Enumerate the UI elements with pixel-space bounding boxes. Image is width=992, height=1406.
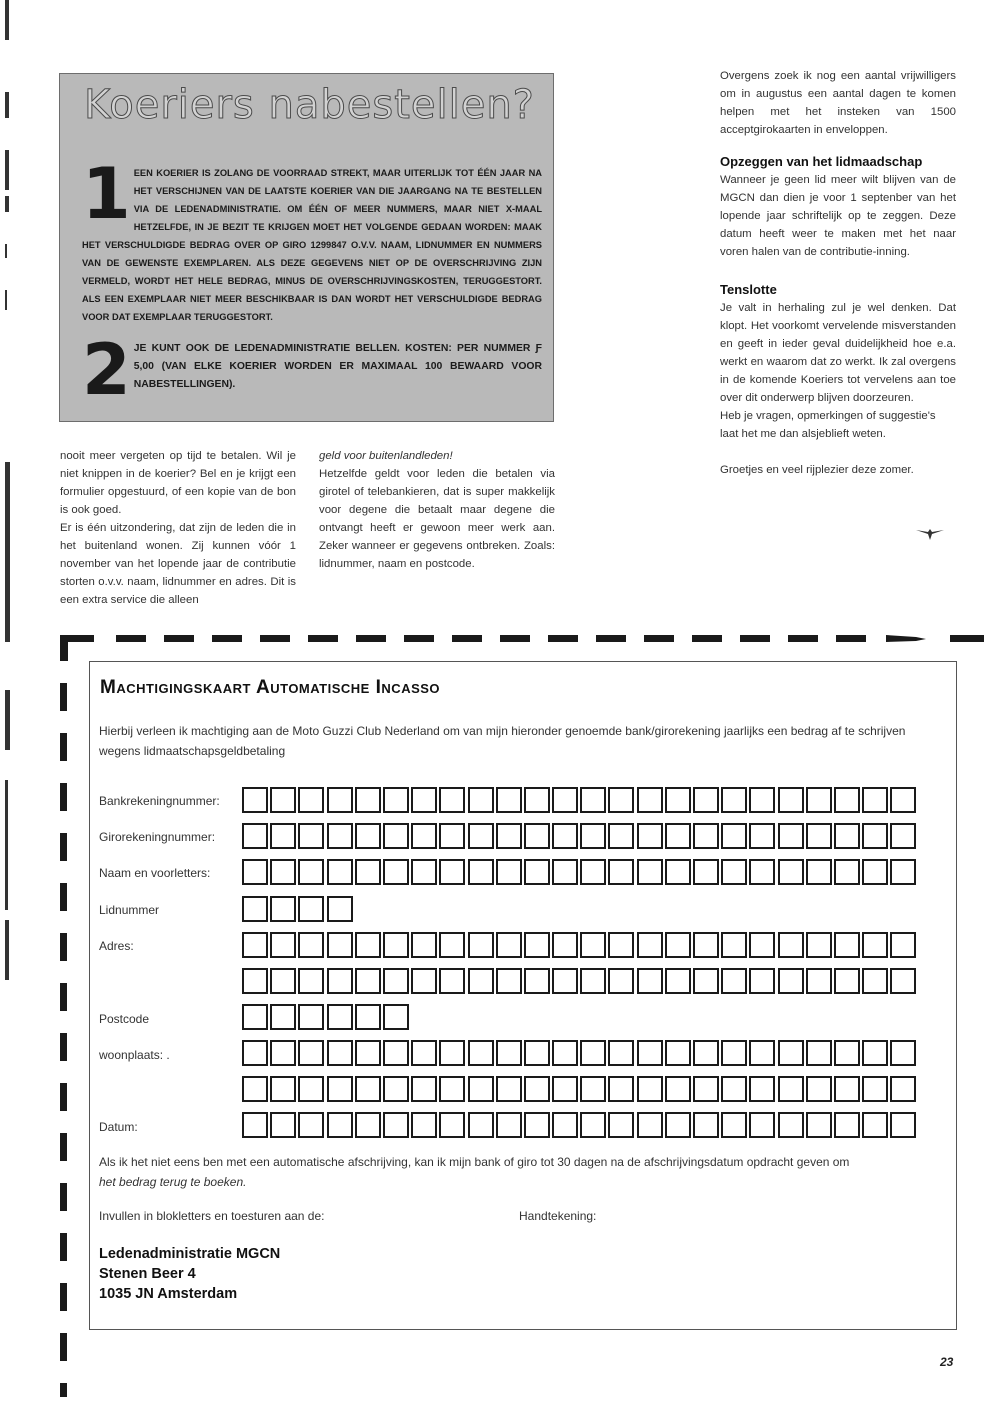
signature-label: Handtekening: [519, 1209, 597, 1223]
notice-item-1 [82, 153, 542, 326]
paragraph: Overgens zoek ik nog een aantal vrijwilligers om in augustus een aantal dagen te komen helpen met het insteken van 1500 acceptgirokaarten in enveloppen. [720, 70, 956, 136]
character-box[interactable] [242, 1040, 268, 1066]
character-box[interactable] [749, 1076, 775, 1102]
character-box[interactable] [862, 968, 888, 994]
character-box[interactable] [834, 1076, 860, 1102]
character-box[interactable] [439, 968, 465, 994]
character-box[interactable] [270, 1076, 296, 1102]
character-box[interactable] [693, 787, 719, 813]
character-box[interactable] [890, 823, 916, 849]
character-box[interactable] [862, 823, 888, 849]
character-box[interactable] [242, 1076, 268, 1102]
character-box[interactable] [749, 968, 775, 994]
item-number-1: 1 [82, 153, 131, 235]
heading-tenslotte: Tenslotte [720, 282, 777, 297]
member-number-field[interactable] [242, 896, 355, 922]
character-box[interactable] [580, 932, 606, 958]
character-box[interactable] [496, 1040, 522, 1066]
character-box[interactable] [496, 968, 522, 994]
character-box[interactable] [806, 968, 832, 994]
address-line-1: Ledenadministratie MGCN [99, 1246, 281, 1262]
character-box[interactable] [665, 932, 691, 958]
character-box[interactable] [298, 896, 324, 922]
character-box[interactable] [721, 823, 747, 849]
character-box[interactable] [242, 968, 268, 994]
note-text: Als ik het niet eens ben met een automatische afschrijving, kan ik mijn bank of giro tot 30 dagen na de afschrijvingsdatum opdracht geven om [99, 1155, 850, 1169]
character-box[interactable] [580, 823, 606, 849]
character-box[interactable] [637, 1112, 663, 1138]
page-number: 23 [940, 1355, 954, 1369]
character-box[interactable] [806, 787, 832, 813]
character-box[interactable] [298, 1112, 324, 1138]
character-box[interactable] [439, 859, 465, 885]
character-box[interactable] [608, 787, 634, 813]
character-box[interactable] [834, 932, 860, 958]
character-box[interactable] [665, 1076, 691, 1102]
character-box[interactable] [242, 896, 268, 922]
form-note [99, 1152, 949, 1192]
character-box[interactable] [298, 1004, 324, 1030]
paragraph: Heb je vragen, opmerkingen of suggestie's laat het me dan alsjeblieft weten. [720, 410, 936, 440]
character-box[interactable] [778, 932, 804, 958]
character-box[interactable] [327, 1076, 353, 1102]
character-box[interactable] [890, 1112, 916, 1138]
character-box[interactable] [411, 1040, 437, 1066]
character-box[interactable] [270, 787, 296, 813]
character-box[interactable] [496, 859, 522, 885]
character-box[interactable] [721, 1112, 747, 1138]
send-instruction: Invullen in blokletters en toesturen aan de: [99, 1209, 325, 1223]
eagle-logo-icon [914, 528, 946, 542]
character-box[interactable] [834, 1040, 860, 1066]
character-box[interactable] [270, 896, 296, 922]
character-box[interactable] [608, 1112, 634, 1138]
character-box[interactable] [749, 1112, 775, 1138]
address-field-line-1[interactable] [242, 932, 919, 958]
article-column-3 [720, 67, 956, 479]
character-box[interactable] [298, 823, 324, 849]
character-box[interactable] [439, 1112, 465, 1138]
character-box[interactable] [637, 823, 663, 849]
character-box[interactable] [834, 1112, 860, 1138]
character-box[interactable] [270, 1112, 296, 1138]
character-box[interactable] [327, 1112, 353, 1138]
character-box[interactable] [580, 859, 606, 885]
character-box[interactable] [355, 823, 381, 849]
character-box[interactable] [721, 1040, 747, 1066]
character-box[interactable] [693, 823, 719, 849]
character-box[interactable] [862, 1040, 888, 1066]
label-postcode: Postcode [99, 1012, 150, 1026]
character-box[interactable] [298, 859, 324, 885]
name-field[interactable] [242, 859, 919, 885]
character-box[interactable] [693, 1040, 719, 1066]
character-box[interactable] [468, 932, 494, 958]
character-box[interactable] [637, 1076, 663, 1102]
character-box[interactable] [721, 932, 747, 958]
character-box[interactable] [270, 823, 296, 849]
character-box[interactable] [834, 823, 860, 849]
character-box[interactable] [496, 823, 522, 849]
notice-item-2 [82, 329, 542, 411]
character-box[interactable] [580, 1076, 606, 1102]
character-box[interactable] [242, 859, 268, 885]
character-box[interactable] [890, 968, 916, 994]
paragraph-italic: geld voor buitenlandleden! [319, 450, 453, 462]
item-text-1: EEN KOERIER IS ZOLANG DE VOORRAAD STREKT, MAAR UITERLIJK TOT ÉÉN JAAR NA HET VERSCHIJNEN VAN DE LAATSTE KOERIER VAN DIE JAARGANG NA TE BESTELLEN VIA DE LEDENADMINISTRATIE. OM ÉÉN OF MEER NUMMERS, MAAR NIET X-MAAL HETZELFDE, IN JE BEZIT TE KRIJGEN MOET HET VOLGENDE GEDAAN WORDEN: MAAK HET VERSCHULDIGDE BEDRAG OVER OP GIRO 1299847 O.V.V. NAAM, LIDNUMMER EN NUMMERS VAN DE GEWENSTE EXEMPLAREN. ALS DEZE GEGEVENS NIET OP DE OVERSCHRIJVING ZIJN VERMELD, WORDT HET HELE BEDRAG, MINUS DE OVERSCHRIJVINGSKOSTEN, TERUGGESTORT. ALS EEN EXEMPLAAR NIET MEER BESCHIKBAAR IS DAN WORDT HET VERSCHULDIGDE BEDRAG VOOR DAT EXEMPLAAR TERUGGESTORT. [82, 168, 542, 322]
character-box[interactable] [665, 968, 691, 994]
character-box[interactable] [608, 1040, 634, 1066]
greeting: Groetjes en veel rijplezier deze zomer. [720, 464, 914, 476]
paragraph: Wanneer je geen lid meer wilt blijven van de MGCN dan dien je voor 1 septenber van het lopende jaar schriftelijk op te zeggen. Deze datum heeft weer te maken met het naar voren halen van de contributie-inning. [720, 174, 956, 258]
paragraph: Er is één uitzondering, dat zijn de leden die in het buitenland wonen. Zij kunnen vóór 1 november van het lopende jaar de contributie storten o.v.v. naam, lidnummer en adres. Dit is een extra service die alleen [60, 522, 296, 606]
character-box[interactable] [242, 823, 268, 849]
character-box[interactable] [721, 1076, 747, 1102]
character-box[interactable] [693, 968, 719, 994]
character-box[interactable] [439, 1076, 465, 1102]
character-box[interactable] [806, 932, 832, 958]
character-box[interactable] [552, 787, 578, 813]
item-text-2: JE KUNT OOK DE LEDENADMINISTRATIE BELLEN. KOSTEN: PER NUMMER Ƒ 5,00 (VAN ELKE KOERIER WORDEN ER MAXIMAAL 100 BEWAARD VOOR NABESTELLINGEN). [133, 343, 542, 390]
character-box[interactable] [749, 823, 775, 849]
character-box[interactable] [637, 1040, 663, 1066]
character-box[interactable] [298, 932, 324, 958]
character-box[interactable] [411, 968, 437, 994]
character-box[interactable] [834, 968, 860, 994]
character-box[interactable] [665, 859, 691, 885]
character-box[interactable] [355, 1076, 381, 1102]
character-box[interactable] [552, 1112, 578, 1138]
character-box[interactable] [411, 859, 437, 885]
character-box[interactable] [778, 823, 804, 849]
character-box[interactable] [468, 1112, 494, 1138]
character-box[interactable] [580, 968, 606, 994]
character-box[interactable] [270, 1040, 296, 1066]
paragraph: Je valt in herhaling zul je wel denken. Dat klopt. Het voorkomt vervelende misverstanden en geeft in ieder geval duidelijkheid hoe e.a. werkt en waarom dat zo werkt. Ik zal overgens in de komende Koeriers tot vervelens aan toe over dit onderwerp blijven doorzeuren. [720, 302, 956, 404]
character-box[interactable] [778, 787, 804, 813]
character-box[interactable] [721, 968, 747, 994]
character-box[interactable] [383, 968, 409, 994]
character-box[interactable] [327, 1004, 353, 1030]
address-line-3: 1035 JN Amsterdam [99, 1286, 238, 1302]
character-box[interactable] [693, 1076, 719, 1102]
character-box[interactable] [468, 1076, 494, 1102]
character-box[interactable] [608, 1076, 634, 1102]
character-box[interactable] [355, 787, 381, 813]
character-box[interactable] [693, 1112, 719, 1138]
character-box[interactable] [439, 1040, 465, 1066]
character-box[interactable] [242, 1004, 268, 1030]
character-box[interactable] [806, 859, 832, 885]
character-box[interactable] [834, 859, 860, 885]
character-box[interactable] [862, 1076, 888, 1102]
character-box[interactable] [580, 787, 606, 813]
character-box[interactable] [468, 1040, 494, 1066]
character-box[interactable] [355, 968, 381, 994]
character-box[interactable] [693, 932, 719, 958]
character-box[interactable] [890, 932, 916, 958]
character-box[interactable] [468, 787, 494, 813]
character-box[interactable] [327, 968, 353, 994]
address-line-2: Stenen Beer 4 [99, 1266, 196, 1282]
bank-account-field[interactable] [242, 787, 919, 813]
character-box[interactable] [298, 1040, 324, 1066]
scan-edge-marks [0, 0, 14, 1406]
character-box[interactable] [270, 859, 296, 885]
label-address: Adres: [99, 939, 134, 953]
reorder-notice-box [59, 73, 554, 422]
character-box[interactable] [665, 823, 691, 849]
character-box[interactable] [411, 787, 437, 813]
character-box[interactable] [496, 1076, 522, 1102]
character-box[interactable] [411, 1076, 437, 1102]
character-box[interactable] [806, 1040, 832, 1066]
character-box[interactable] [468, 859, 494, 885]
character-box[interactable] [637, 859, 663, 885]
character-box[interactable] [637, 787, 663, 813]
character-box[interactable] [355, 1112, 381, 1138]
character-box[interactable] [552, 932, 578, 958]
character-box[interactable] [778, 968, 804, 994]
character-box[interactable] [552, 968, 578, 994]
character-box[interactable] [890, 1040, 916, 1066]
character-box[interactable] [411, 1112, 437, 1138]
character-box[interactable] [439, 932, 465, 958]
character-box[interactable] [270, 968, 296, 994]
character-box[interactable] [580, 1112, 606, 1138]
character-box[interactable] [608, 823, 634, 849]
paragraph: nooit meer vergeten op tijd te betalen. Wil je niet knippen in de koerier? Bel en je krijgt een formulier opgestuurd, of een kopie van de bon is ook goed. [60, 450, 296, 516]
character-box[interactable] [383, 1076, 409, 1102]
label-name: Naam en voorletters: [99, 866, 211, 880]
character-box[interactable] [327, 932, 353, 958]
character-box[interactable] [524, 968, 550, 994]
address-field-line-2[interactable] [242, 968, 919, 994]
character-box[interactable] [270, 1004, 296, 1030]
character-box[interactable] [806, 1076, 832, 1102]
character-box[interactable] [862, 932, 888, 958]
postcode-field[interactable] [242, 1004, 411, 1030]
character-box[interactable] [806, 1112, 832, 1138]
character-box[interactable] [383, 823, 409, 849]
cut-line-left-marks [60, 683, 68, 1403]
character-box[interactable] [524, 932, 550, 958]
character-box[interactable] [862, 859, 888, 885]
character-box[interactable] [721, 787, 747, 813]
character-box[interactable] [608, 859, 634, 885]
character-box[interactable] [242, 1112, 268, 1138]
character-box[interactable] [383, 787, 409, 813]
character-box[interactable] [298, 1076, 324, 1102]
character-box[interactable] [580, 1040, 606, 1066]
character-box[interactable] [721, 859, 747, 885]
character-box[interactable] [439, 823, 465, 849]
character-box[interactable] [242, 932, 268, 958]
character-box[interactable] [749, 1040, 775, 1066]
character-box[interactable] [665, 1112, 691, 1138]
character-box[interactable] [524, 823, 550, 849]
form-intro: Hierbij verleen ik machtiging aan de Moto Guzzi Club Nederland om van mijn hieronder genoemde bank/girorekening jaarlijks een bedrag af te schrijven wegens lidmaatschapsgeldbetaling [99, 724, 906, 758]
item-number-2: 2 [82, 329, 131, 411]
character-box[interactable] [468, 968, 494, 994]
label-bank: Bankrekeningnummer: [99, 794, 220, 808]
character-box[interactable] [552, 1076, 578, 1102]
notice-title: Koeriers nabestellen? [84, 82, 535, 128]
character-box[interactable] [327, 823, 353, 849]
note-text-italic: het bedrag terug te boeken. [99, 1175, 247, 1189]
character-box[interactable] [637, 932, 663, 958]
label-city: woonplaats: . [99, 1048, 170, 1062]
character-box[interactable] [355, 1040, 381, 1066]
character-box[interactable] [749, 787, 775, 813]
character-box[interactable] [411, 932, 437, 958]
character-box[interactable] [862, 1112, 888, 1138]
character-box[interactable] [496, 932, 522, 958]
article-column-1 [60, 447, 296, 609]
character-box[interactable] [834, 787, 860, 813]
character-box[interactable] [552, 1040, 578, 1066]
character-box[interactable] [411, 823, 437, 849]
character-box[interactable] [524, 1040, 550, 1066]
character-box[interactable] [749, 932, 775, 958]
character-box[interactable] [383, 932, 409, 958]
city-field-line-2[interactable] [242, 1076, 919, 1102]
character-box[interactable] [778, 1076, 804, 1102]
character-box[interactable] [496, 1112, 522, 1138]
character-box[interactable] [383, 1040, 409, 1066]
character-box[interactable] [862, 787, 888, 813]
character-box[interactable] [355, 1004, 381, 1030]
character-box[interactable] [327, 1040, 353, 1066]
character-box[interactable] [778, 1040, 804, 1066]
character-box[interactable] [665, 787, 691, 813]
character-box[interactable] [608, 932, 634, 958]
character-box[interactable] [327, 896, 353, 922]
character-box[interactable] [270, 932, 296, 958]
character-box[interactable] [778, 1112, 804, 1138]
label-date: Datum: [99, 1120, 138, 1134]
city-field-line-1[interactable] [242, 1040, 919, 1066]
character-box[interactable] [890, 859, 916, 885]
character-box[interactable] [298, 968, 324, 994]
character-box[interactable] [383, 1004, 409, 1030]
character-box[interactable] [665, 1040, 691, 1066]
label-giro: Girorekeningnummer: [99, 830, 216, 844]
character-box[interactable] [552, 859, 578, 885]
paragraph: Hetzelfde geldt voor leden die betalen via girotel of telebankieren, dat is super makkelijk voor degene die betaalt maar degene die ontvangt heeft er gewoon meer werk aan. Zeker wanneer er gegevens ontbreken. Zoals: lidnummer, naam en postcode. [319, 468, 555, 570]
date-field[interactable] [242, 1112, 919, 1138]
character-box[interactable] [468, 823, 494, 849]
direct-debit-form [89, 661, 957, 1330]
character-box[interactable] [298, 787, 324, 813]
article-column-2 [319, 447, 555, 573]
character-box[interactable] [327, 859, 353, 885]
character-box[interactable] [608, 968, 634, 994]
character-box[interactable] [242, 787, 268, 813]
character-box[interactable] [749, 859, 775, 885]
character-box[interactable] [524, 1112, 550, 1138]
mailing-address [99, 1244, 280, 1304]
character-box[interactable] [806, 823, 832, 849]
character-box[interactable] [355, 932, 381, 958]
character-box[interactable] [383, 1112, 409, 1138]
character-box[interactable] [637, 968, 663, 994]
character-box[interactable] [890, 787, 916, 813]
character-box[interactable] [355, 859, 381, 885]
character-box[interactable] [552, 823, 578, 849]
character-box[interactable] [327, 787, 353, 813]
character-box[interactable] [693, 859, 719, 885]
character-box[interactable] [524, 787, 550, 813]
heading-opzeggen: Opzeggen van het lidmaadschap [720, 154, 923, 169]
form-title: Machtigingskaart Automatische Incasso [100, 677, 441, 698]
character-box[interactable] [496, 787, 522, 813]
character-box[interactable] [890, 1076, 916, 1102]
character-box[interactable] [383, 859, 409, 885]
character-box[interactable] [524, 859, 550, 885]
label-member-number: Lidnummer [99, 903, 160, 917]
cut-line [60, 635, 990, 661]
character-box[interactable] [778, 859, 804, 885]
character-box[interactable] [439, 787, 465, 813]
giro-account-field[interactable] [242, 823, 919, 849]
character-box[interactable] [524, 1076, 550, 1102]
